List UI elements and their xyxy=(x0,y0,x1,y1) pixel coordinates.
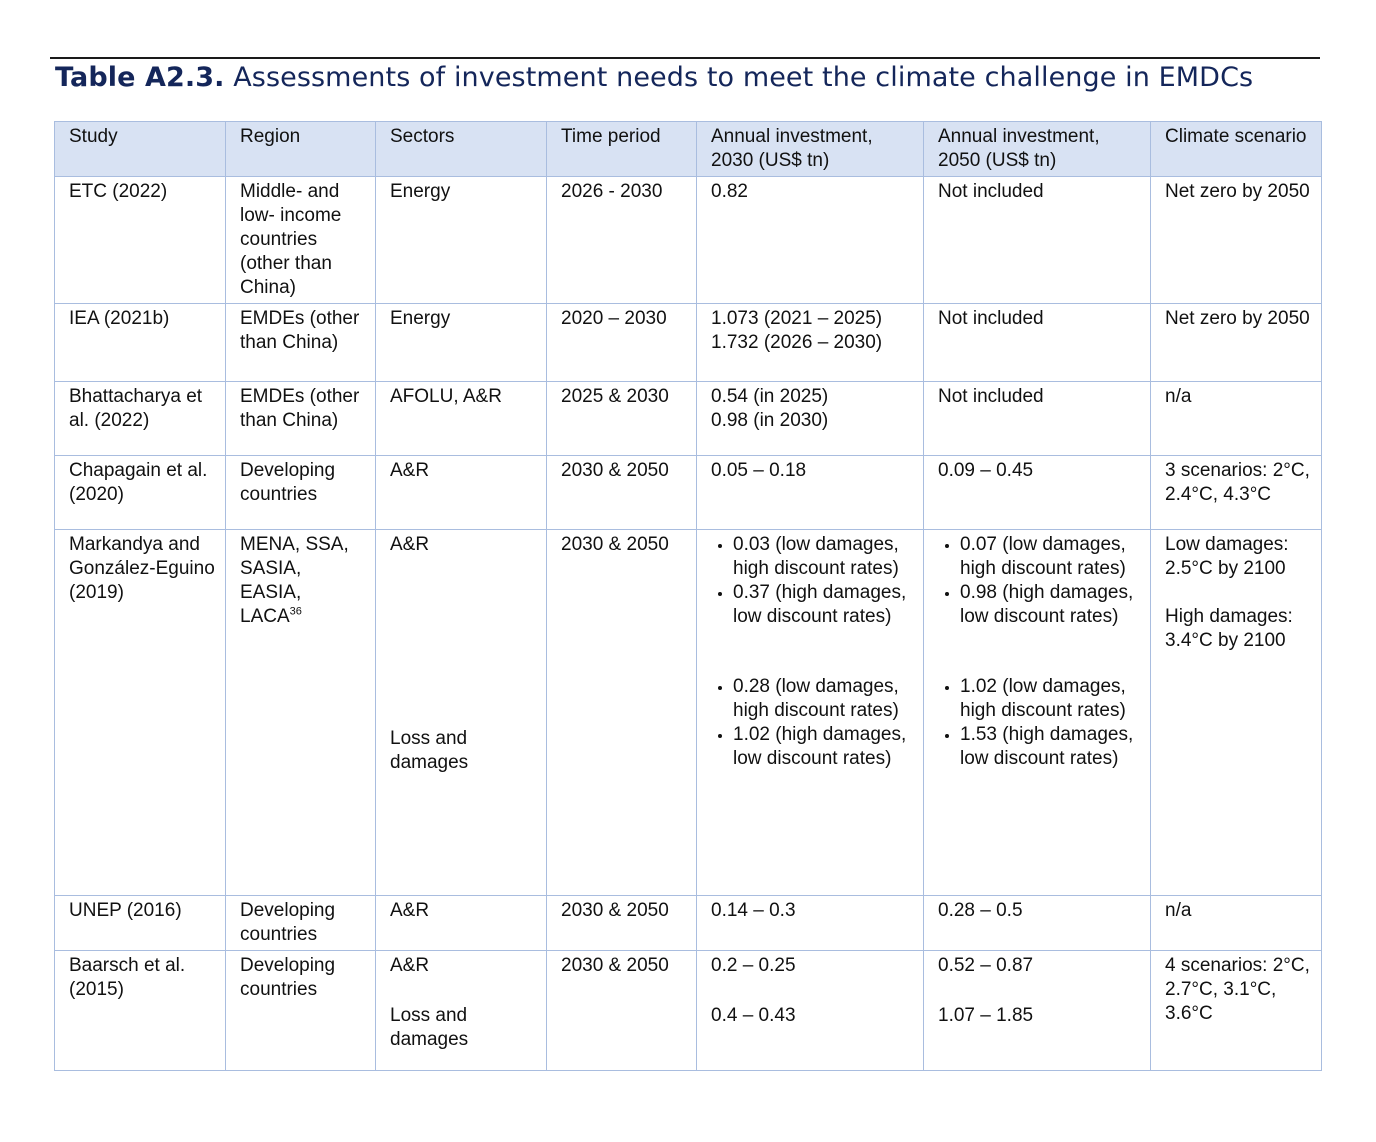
cell-climate-scenario xyxy=(1151,530,1322,896)
sector-line: A&R xyxy=(390,955,430,976)
table-row xyxy=(55,530,1322,896)
cell-region: Developing countries xyxy=(226,456,376,530)
cell-sectors: AFOLU, A&R xyxy=(376,382,547,456)
bullet-item: • 1.02 (high damages, low discount rates) xyxy=(733,723,915,771)
cell-study: Markandya and González-Eguino (2019) xyxy=(55,530,226,896)
cell-time-period: 2030 & 2050 xyxy=(547,530,697,896)
bullet-item: • 0.28 (low damages, high discount rates) xyxy=(733,675,915,723)
cell-time-period: 2026 - 2030 xyxy=(547,177,697,304)
table-row xyxy=(55,382,1322,456)
header-climate-scenario: Climate scenario xyxy=(1151,122,1322,177)
scenario-line: Low damages: 2.5°C by 2100 xyxy=(1165,534,1289,579)
cell-investment-2050 xyxy=(924,530,1151,896)
cell-time-period: 2030 & 2050 xyxy=(547,456,697,530)
cell-investment-2030: 0.05 – 0.18 xyxy=(697,456,924,530)
cell-sectors: A&R xyxy=(376,896,547,951)
cell-investment-2030 xyxy=(697,530,924,896)
cell-investment-2050: 0.09 – 0.45 xyxy=(924,456,1151,530)
scenario-line: High damages: 3.4°C by 2100 xyxy=(1165,606,1293,651)
cell-region: EMDEs (other than China) xyxy=(226,382,376,456)
cell-investment-2050: Not included xyxy=(924,304,1151,382)
cell-investment-2030: 0.14 – 0.3 xyxy=(697,896,924,951)
sector-line: Loss and damages xyxy=(390,1005,469,1050)
cell-study: ETC (2022) xyxy=(55,177,226,304)
sector-line: A&R xyxy=(390,534,430,555)
cell-investment-2050: 0.28 – 0.5 xyxy=(924,896,1151,951)
top-rule xyxy=(50,57,1320,59)
bullet-item: • 0.98 (high damages, low discount rates) xyxy=(960,581,1142,629)
investment-line: 1.732 (2026 – 2030) xyxy=(711,332,883,353)
investment-line: 1.073 (2021 – 2025) xyxy=(711,308,883,329)
bullet-item: • 1.02 (low damages, high discount rates) xyxy=(960,675,1142,723)
bullet-list xyxy=(711,533,915,629)
cell-investment-2030 xyxy=(697,304,924,382)
bullet-list xyxy=(711,675,915,771)
cell-climate-scenario: n/a xyxy=(1151,382,1322,456)
cell-sectors: Energy xyxy=(376,177,547,304)
cell-region: Developing countries xyxy=(226,951,376,1071)
sector-line: Loss and damages xyxy=(390,728,469,773)
table-row xyxy=(55,177,1322,304)
investment-line: 0.54 (in 2025) xyxy=(711,386,829,407)
cell-time-period: 2030 & 2050 xyxy=(547,896,697,951)
bullet-list xyxy=(938,675,1142,771)
cell-investment-2030 xyxy=(697,382,924,456)
header-investment-2030: Annual investment, 2030 (US$ tn) xyxy=(697,122,924,177)
footnote-ref: 36 xyxy=(289,605,302,618)
cell-sectors xyxy=(376,530,547,896)
cell-time-period: 2020 – 2030 xyxy=(547,304,697,382)
table-caption: Assessments of investment needs to meet the climate challenge in EMDCs xyxy=(233,62,1254,93)
cell-region xyxy=(226,530,376,896)
header-investment-2050: Annual investment, 2050 (US$ tn) xyxy=(924,122,1151,177)
cell-climate-scenario: 3 scenarios: 2°C, 2.4°C, 4.3°C xyxy=(1151,456,1322,530)
table-row xyxy=(55,951,1322,1071)
header-row xyxy=(55,122,1322,177)
cell-study: Chapagain et al. (2020) xyxy=(55,456,226,530)
investment-line: 1.07 – 1.85 xyxy=(938,1005,1034,1026)
cell-study: Bhattacharya et al. (2022) xyxy=(55,382,226,456)
cell-study: UNEP (2016) xyxy=(55,896,226,951)
cell-region: Middle- and low- income countries (other than China) xyxy=(226,177,376,304)
header-study: Study xyxy=(55,122,226,177)
bullet-item: • 0.07 (low damages, high discount rates) xyxy=(960,533,1142,581)
cell-study: IEA (2021b) xyxy=(55,304,226,382)
bullet-list xyxy=(938,533,1142,629)
cell-region: Developing countries xyxy=(226,896,376,951)
cell-time-period: 2025 & 2030 xyxy=(547,382,697,456)
cell-region: EMDEs (other than China) xyxy=(226,304,376,382)
bullet-item: • 0.03 (low damages, high discount rates) xyxy=(733,533,915,581)
cell-investment-2030 xyxy=(697,951,924,1071)
bullet-item: • 1.53 (high damages, low discount rates) xyxy=(960,723,1142,771)
region-text: MENA, SSA, SASIA, EASIA, LACA xyxy=(240,534,349,627)
investment-line: 0.4 – 0.43 xyxy=(711,1005,796,1026)
cell-study: Baarsch et al. (2015) xyxy=(55,951,226,1071)
table-number: Table A2.3. xyxy=(55,62,225,93)
investment-line: 0.52 – 0.87 xyxy=(938,955,1034,976)
investment-line: 0.2 – 0.25 xyxy=(711,955,796,976)
cell-sectors: A&R xyxy=(376,456,547,530)
cell-investment-2050 xyxy=(924,951,1151,1071)
cell-climate-scenario: Net zero by 2050 xyxy=(1151,304,1322,382)
header-region: Region xyxy=(226,122,376,177)
cell-investment-2050: Not included xyxy=(924,382,1151,456)
investment-needs-table xyxy=(54,121,1322,1071)
cell-time-period: 2030 & 2050 xyxy=(547,951,697,1071)
bullet-item: • 0.37 (high damages, low discount rates) xyxy=(733,581,915,629)
cell-sectors xyxy=(376,951,547,1071)
cell-sectors: Energy xyxy=(376,304,547,382)
investment-line: 0.98 (in 2030) xyxy=(711,410,829,431)
cell-climate-scenario: n/a xyxy=(1151,896,1322,951)
cell-investment-2050: Not included xyxy=(924,177,1151,304)
header-time-period: Time period xyxy=(547,122,697,177)
table-title xyxy=(55,62,1253,93)
table-row xyxy=(55,456,1322,530)
cell-climate-scenario: 4 scenarios: 2°C, 2.7°C, 3.1°C, 3.6°C xyxy=(1151,951,1322,1071)
header-sectors: Sectors xyxy=(376,122,547,177)
cell-investment-2030: 0.82 xyxy=(697,177,924,304)
table-row xyxy=(55,896,1322,951)
table-row xyxy=(55,304,1322,382)
cell-climate-scenario: Net zero by 2050 xyxy=(1151,177,1322,304)
